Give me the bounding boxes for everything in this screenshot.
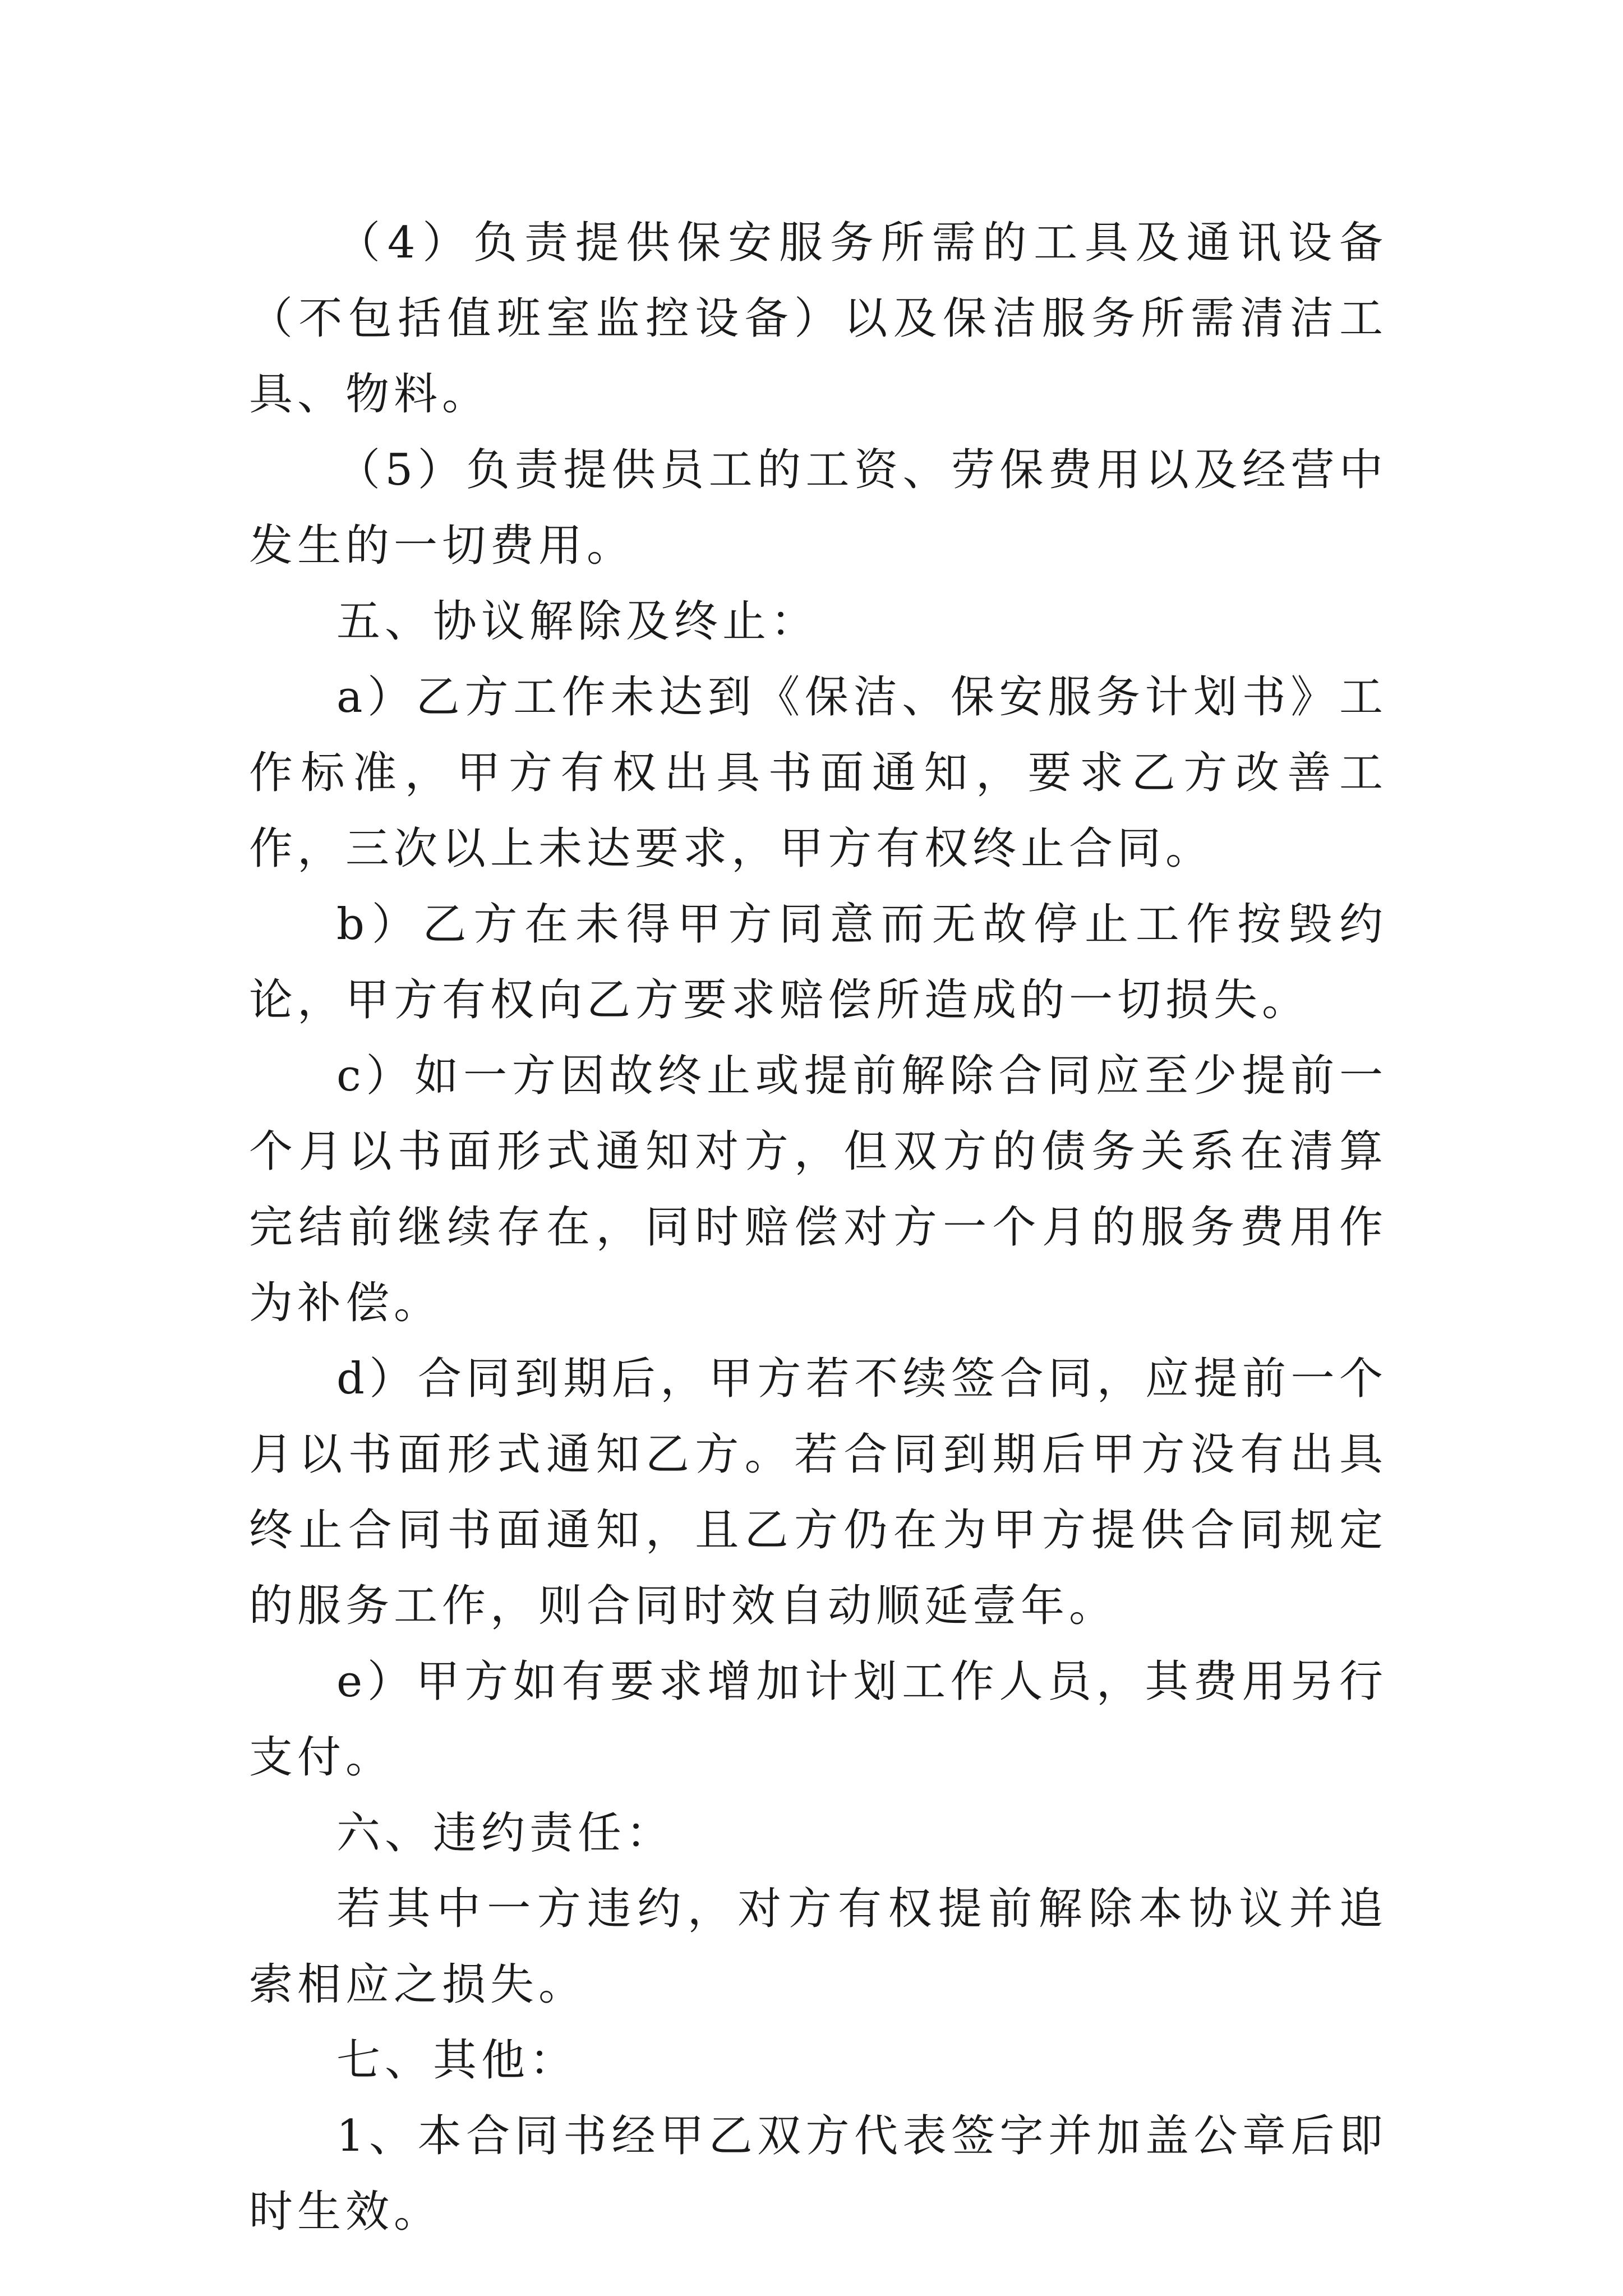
clause-4-tools-equipment: （4）负责提供保安服务所需的工具及通讯设备（不包括值班室监控设备）以及保洁服务所需清洁工具、物料。 xyxy=(249,218,1387,420)
clause-a-termination-standard: a）乙方工作未达到《保洁、保安服务计划书》工作标准，甲方有权出具书面通知，要求乙方改善工作，三次以上未达要求，甲方有权终止合同。 xyxy=(249,672,1387,874)
clause-c-early-termination: c）如一方因故终止或提前解除合同应至少提前一个月以书面形式通知对方，但双方的债务关系在清算完结前继续存在，同时赔偿对方一个月的服务费用作为补偿。 xyxy=(249,1051,1387,1328)
section-7-heading: 七、其他： xyxy=(336,2035,578,2086)
clause-e-additional-staff: e）甲方如有要求增加计划工作人员，其费用另行支付。 xyxy=(249,1657,1387,1783)
section-6-breach-text: 若其中一方违约，对方有权提前解除本协议并追索相应之损失。 xyxy=(249,1884,1387,2010)
clause-d-renewal: d）合同到期后，甲方若不续签合同，应提前一个月以书面形式通知乙方。若合同到期后甲方没有出具终止合同书面通知，且乙方仍在为甲方提供合同规定的服务工作，则合同时效自动顺延壹年。 xyxy=(249,1354,1387,1631)
contract-body-text xyxy=(249,205,1387,2250)
section-5-heading: 五、协议解除及终止： xyxy=(336,596,819,647)
clause-b-breach-compensation: b）乙方在未得甲方同意而无故停止工作按毁约论，甲方有权向乙方要求赔偿所造成的一切损失。 xyxy=(249,899,1387,1025)
clause-5-wages-costs: （5）负责提供员工的工资、劳保费用以及经营中发生的一切费用。 xyxy=(249,445,1387,571)
section-6-heading: 六、违约责任： xyxy=(336,1808,675,1858)
section-7-item-1: 1、本合同书经甲乙双方代表签字并加盖公章后即时生效。 xyxy=(249,2111,1387,2237)
